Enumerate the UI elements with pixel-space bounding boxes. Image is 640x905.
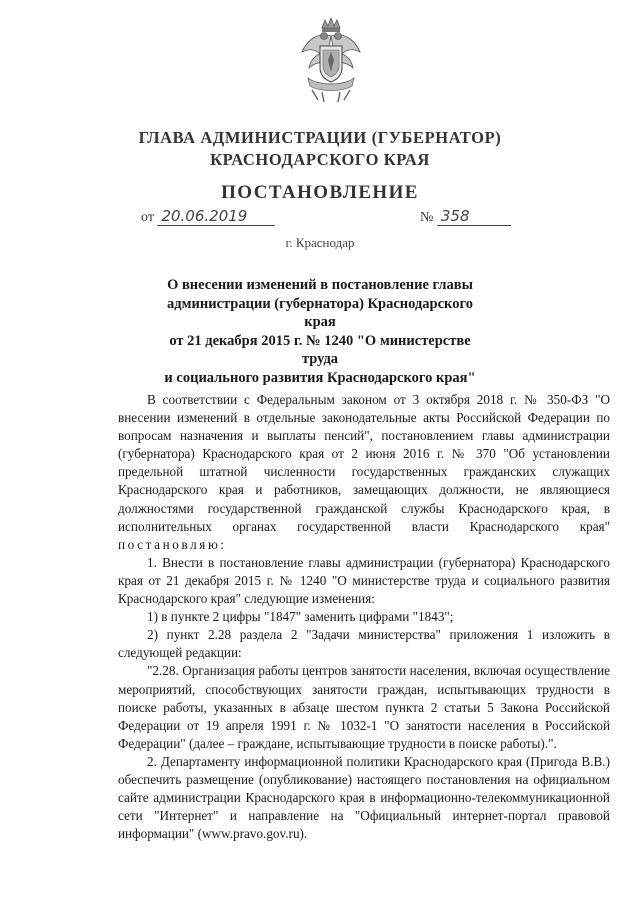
document-title <box>150 276 490 387</box>
preamble-text: В соответствии с Федеральным законом от 3 октября 2018 г. № 350-ФЗ "О внесении изменений в отдельные законодательные акты Российской Федерации по вопросам назначения и выплаты пенсий", постановлением главы администрации (губернатора) Краснодарского края от 2 июня 2016 г. № 370 "Об установлении предельной штатной численности государственных гражданских служащих Краснодарского края и работников, замещающих должности, не являющиеся должностями государственной гражданской службы Краснодарского края, в исполнительных органах государственной власти Краснодарского края" <box>118 392 610 534</box>
title-line: и социального развития Краснодарского края" <box>164 369 476 386</box>
city: г. Краснодар <box>285 235 355 250</box>
item-1-1: 1) в пункте 2 цифры "1847" заменить цифрами "1843"; <box>147 609 454 625</box>
preamble-paragraph <box>118 391 610 554</box>
number-field <box>420 208 511 226</box>
number-value: 358 <box>437 208 511 226</box>
coat-of-arms-icon <box>296 16 366 102</box>
title-line: администрации (губернатора) Краснодарского края <box>167 295 473 330</box>
item-1-2-text: "2.28. Организация работы центров занятости населения, включая осуществление мероприятий, способствующих занятости граждан, испытывающих трудности в поиске работы, указанных в абзаце шестом пункта 2 статьи 5 Закона Российской Федерации от 19 апреля 1991 г. № 1032-1 "О занятости населения в Российской Федерации" (далее – граждане, испытывающие трудности в поиске работы).". <box>118 663 610 751</box>
item-1: 1. Внести в постановление главы администрации (губернатора) Краснодарского края от 21 декабря 2015 г. № 1240 "О министерстве труда и социального развития Краснодарского края" следующие изменения: <box>118 554 610 607</box>
date-value: 20.06.2019 <box>157 208 275 226</box>
document-body <box>118 391 610 843</box>
item-2: 2. Департаменту информационной политики Краснодарского края (Пригода В.В.) обеспечить размещение (опубликование) настоящего постановления на официальном сайте администрации Краснодарского края в информационно-телекоммуникационной сети "Интернет" и направление на "Официальный интернет-портал правовой информации" (www.pravo.gov.ru). <box>118 753 610 842</box>
document-type: ПОСТАНОВЛЕНИЕ <box>221 182 419 203</box>
date-prefix: от <box>141 210 154 225</box>
item-1-2: 2) пункт 2.28 раздела 2 "Задачи министерства" приложения 1 изложить в следующей редакции: <box>118 627 610 661</box>
number-prefix: № <box>420 210 434 225</box>
title-line: О внесении изменений в постановление главы <box>167 277 473 293</box>
decree-word: постановляю: <box>118 536 227 552</box>
title-line: от 21 декабря 2015 г. № 1240 "О министерстве труда <box>169 332 471 367</box>
date-field <box>141 208 275 226</box>
authority-title-line1: ГЛАВА АДМИНИСТРАЦИИ (ГУБЕРНАТОР) <box>138 128 502 147</box>
authority-title-line2: КРАСНОДАРСКОГО КРАЯ <box>210 150 430 169</box>
